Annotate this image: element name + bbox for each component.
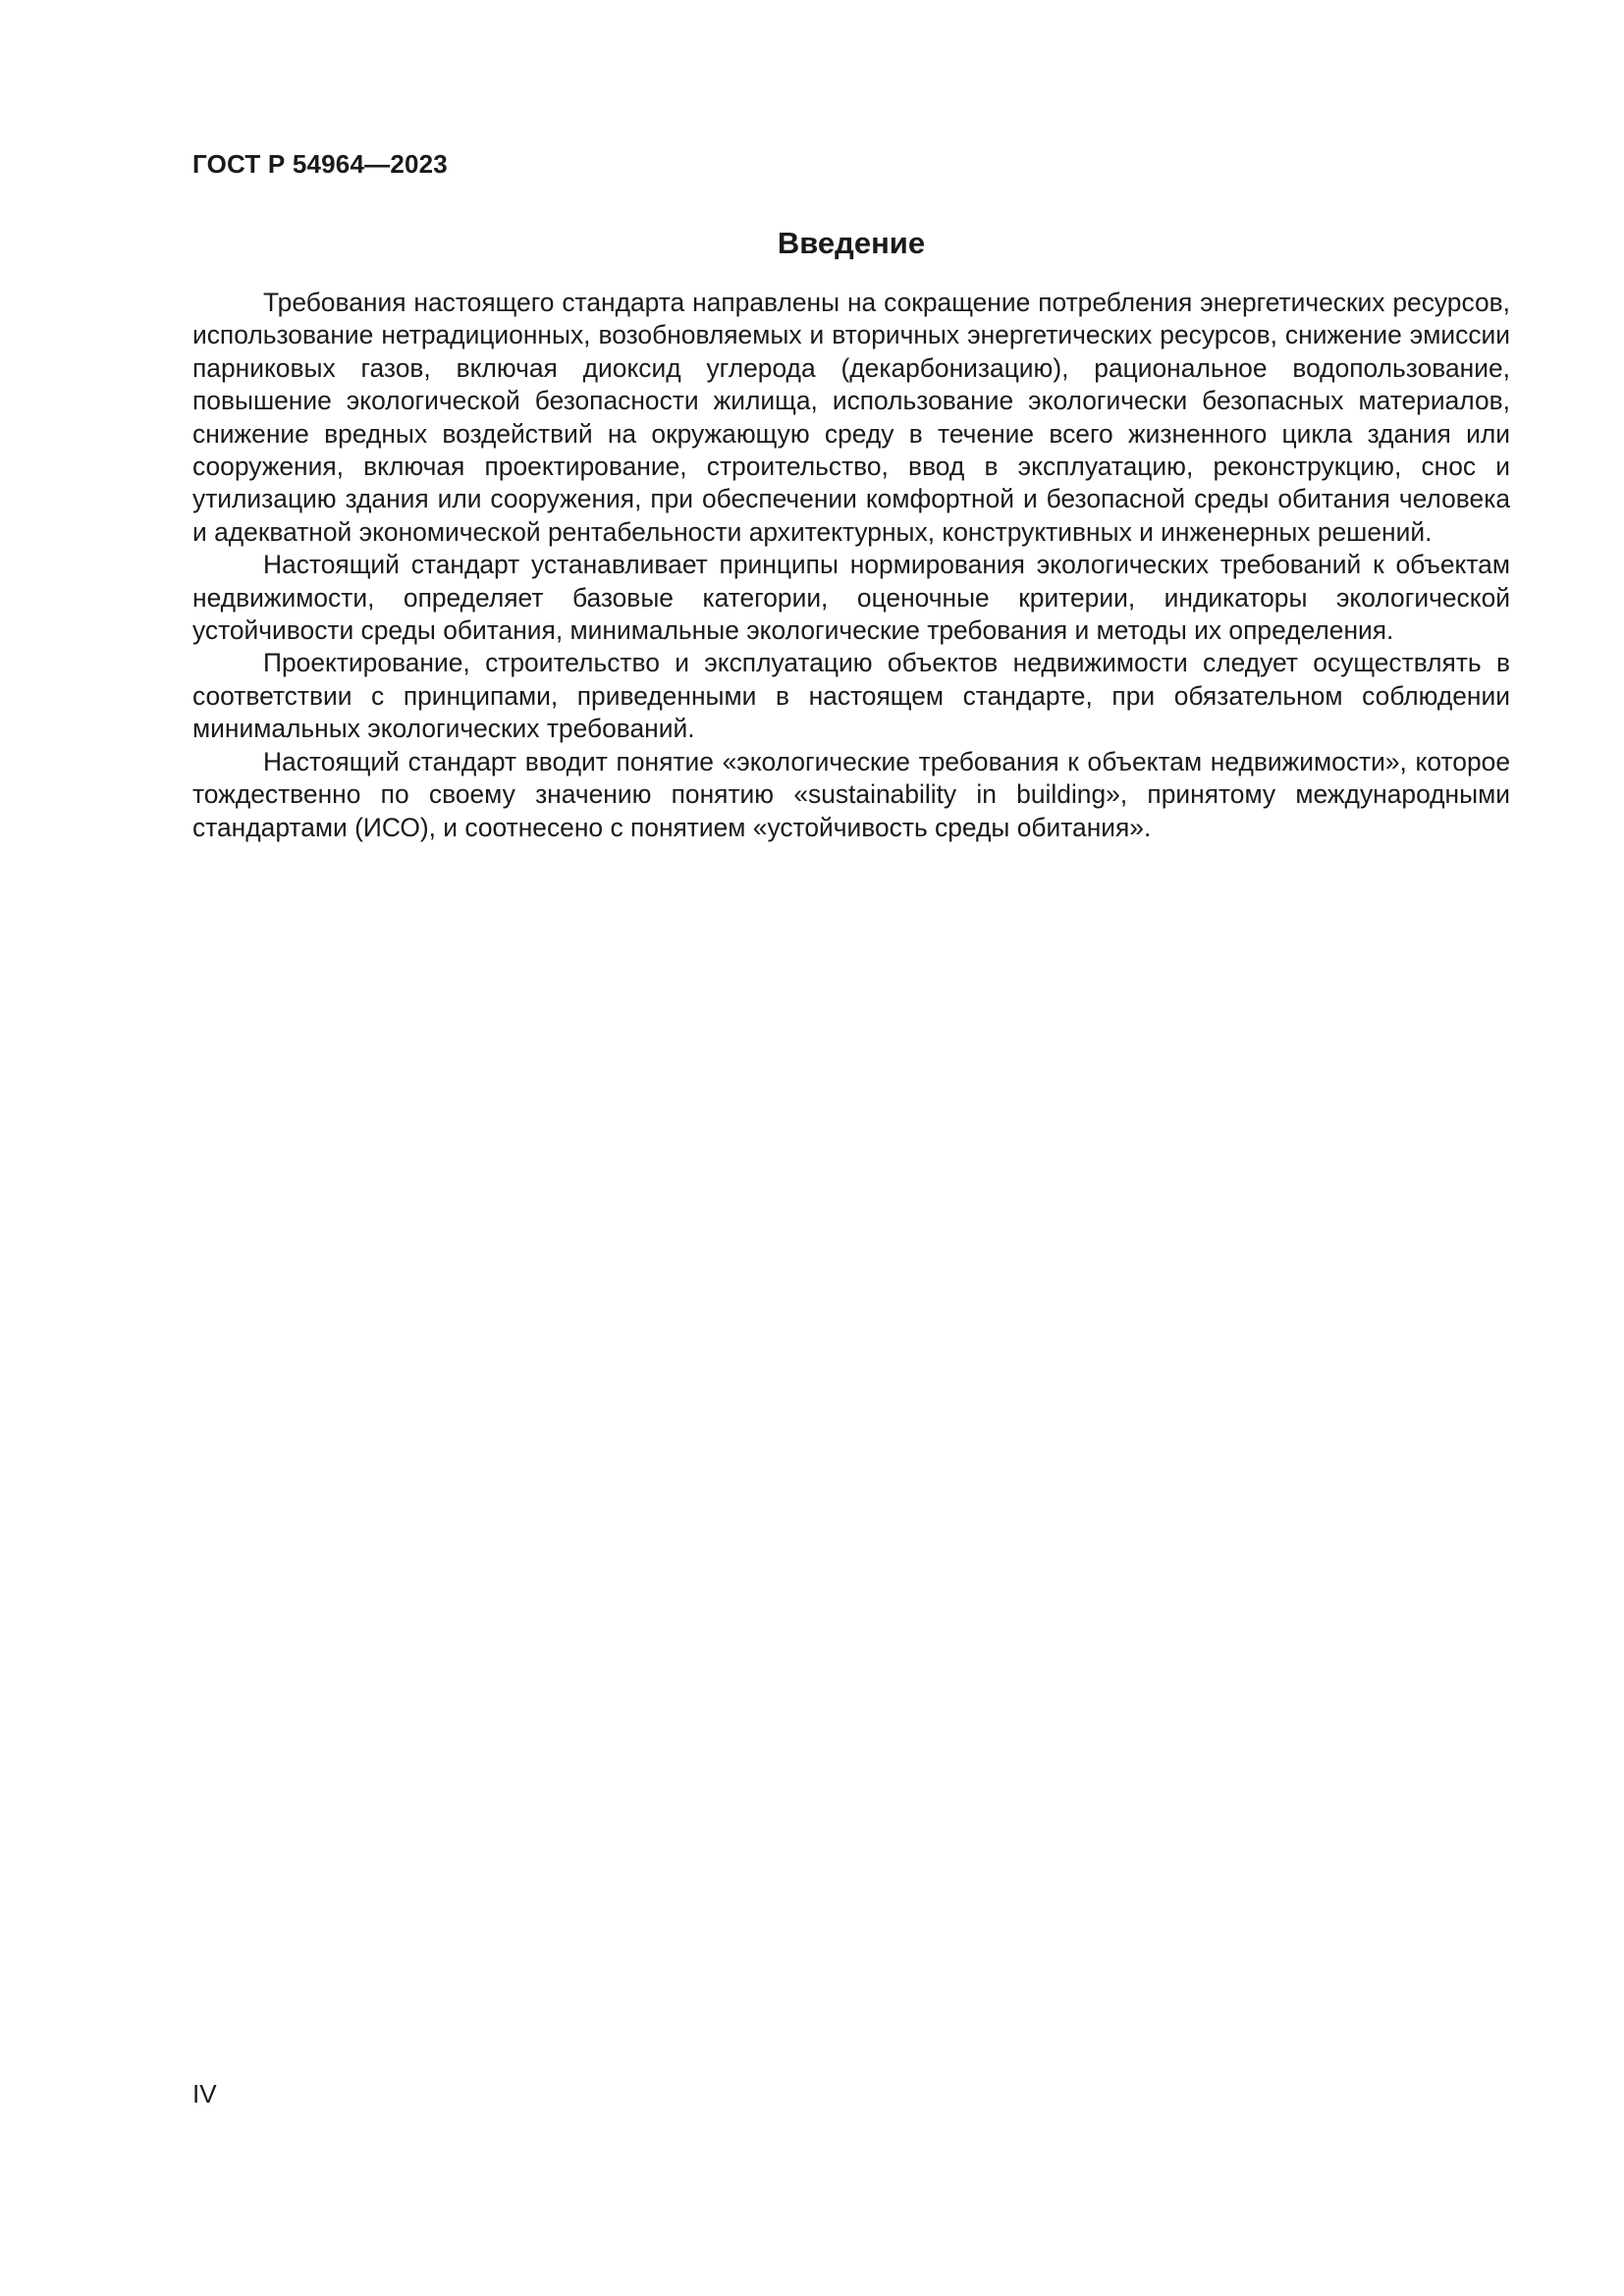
paragraph: Проектирование, строительство и эксплуатацию объектов недвижимости следует осуществлять в соответствии с принципами, приведенными в настоящем стандарте, при обязательном соблюдении минимальных экологических требований.	[192, 648, 1510, 744]
paragraph: Настоящий стандарт устанавливает принципы нормирования экологических требований к объектам недвижимости, определяет базовые категории, оценочные критерии, индикаторы экологической устойчивости среды обитания, минимальные экологические требования и методы их определения.	[192, 550, 1510, 646]
document-code: ГОСТ Р 54964—2023	[192, 149, 448, 179]
paragraph: Требования настоящего стандарта направлены на сокращение потребления энергетических ресурсов, использование нетрадиционных, возобновляемых и вторичных энергетических ресурсов, снижение эмиссии парниковых газов, включая диоксид углерода (декарбонизацию), рациональное водопользование, повышение экологической безопасности жилища, использование экологически безопасных материалов, снижение вредных воздействий на окружающую среду в течение всего жизненного цикла здания или сооружения, включая проектирование, строительство, ввод в эксплуатацию, реконструкцию, снос и утилизацию здания или сооружения, при обеспечении комфортной и безопасной среды обитания человека и адекватной экономической рентабельности архитектурных, конструктивных и инженерных решений.	[192, 288, 1510, 547]
section-body	[192, 287, 1510, 844]
paragraph: Настоящий стандарт вводит понятие «экологические требования к объектам недвижимости», которое тождественно по своему значению понятию «sustainability in building», принятому международными стандартами (ИСО), и соотнесено с понятием «устойчивость среды обитания».	[192, 746, 1510, 842]
page-number: IV	[192, 2079, 217, 2109]
section-title: Введение	[777, 226, 926, 260]
